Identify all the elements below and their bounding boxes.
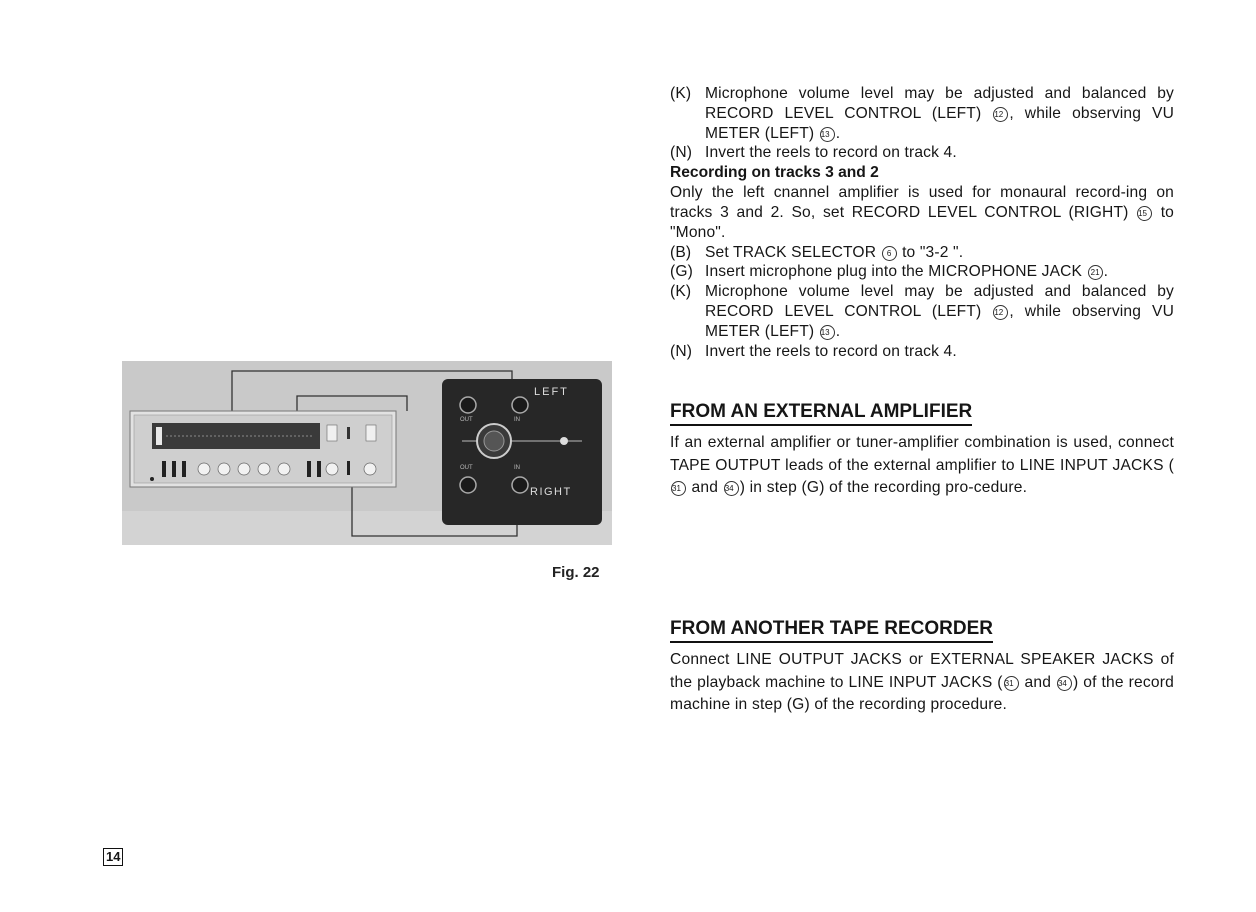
step-label: (N): [670, 144, 693, 162]
step-text: .: [835, 322, 841, 340]
panel-screw: [560, 437, 568, 445]
jack-left-out: [460, 397, 476, 413]
amplifier-unit: [130, 411, 396, 487]
ref-number: 34: [724, 481, 739, 496]
ref-number: 13: [820, 325, 835, 340]
step-k-2: [670, 282, 1174, 341]
ref-number: 31: [1004, 676, 1019, 691]
jack-right-in: [512, 477, 528, 493]
step-label: (K): [670, 283, 692, 301]
figure-22: [122, 361, 612, 545]
figure-caption: Fig. 22: [552, 564, 600, 581]
section-text: and: [1024, 673, 1052, 691]
step-label: (N): [670, 342, 693, 360]
step-text: to "3-2 ".: [902, 243, 964, 261]
step-text: Set TRACK SELECTOR: [705, 243, 877, 261]
ref-number: 13: [820, 127, 835, 142]
ref-number: 31: [671, 481, 686, 496]
panel-label-in-top: IN: [514, 417, 520, 423]
section-body: [670, 649, 1174, 717]
panel-label-out-bottom: OUT: [460, 465, 473, 471]
step-text: Microphone volume level may be adjusted and balanced by RECORD LEVEL CONTROL (LEFT): [705, 85, 1174, 122]
jack-right-out: [460, 477, 476, 493]
intro-text: to "Mono".: [670, 203, 1175, 241]
section-text: ) in step (G) of the recording pro-cedure.: [739, 479, 1028, 496]
step-text: Microphone volume level may be adjusted and balanced by RECORD LEVEL CONTROL (LEFT): [705, 283, 1174, 320]
ref-number: 6: [882, 246, 897, 261]
step-n-2: [670, 342, 1174, 362]
page-number: 14: [103, 848, 123, 866]
section-text: and: [691, 479, 719, 496]
intro-paragraph: [670, 183, 1174, 242]
ref-number: 21: [1088, 265, 1103, 280]
ref-number: 15: [1137, 206, 1152, 221]
panel-label-right: RIGHT: [530, 486, 572, 498]
ref-number: 12: [993, 107, 1008, 122]
step-text: Invert the reels to record on track 4.: [705, 342, 957, 360]
right-column: [670, 84, 1174, 361]
step-b: [670, 243, 1174, 263]
step-text: , while observing VU METER (LEFT): [705, 302, 1174, 340]
section-text: Connect LINE OUTPUT JACKS or EXTERNAL SPEAKER JACKS of the playback machine to LINE INPUT JACKS (: [670, 651, 1174, 691]
section-title: FROM AN EXTERNAL AMPLIFIER: [670, 401, 972, 426]
subheading: Recording on tracks 3 and 2: [670, 164, 879, 182]
panel-label-left: LEFT: [534, 386, 569, 398]
step-k-1: [670, 84, 1174, 143]
panel-label-in-bottom: IN: [514, 465, 520, 471]
section-text: ) of the record machine in step (G) of the recording procedure.: [670, 673, 1174, 713]
intro-text: Only the left cnannel amplifier is used for monaural record-ing on tracks 3 and 2. So, set RECORD LEVEL CONTROL (RIGHT): [670, 184, 1174, 221]
jack-left-in: [512, 397, 528, 413]
ref-number: 12: [993, 305, 1008, 320]
step-text: .: [1103, 263, 1109, 281]
step-label: (B): [670, 243, 692, 261]
amplifier-connection-photo: [122, 361, 612, 545]
ref-number: 34: [1057, 676, 1072, 691]
step-text: Insert microphone plug into the MICROPHONE JACK: [705, 263, 1083, 281]
another-recorder-section: [670, 618, 1174, 717]
step-g: [670, 262, 1174, 282]
section-text: If an external amplifier or tuner-amplifier combination is used, connect TAPE OUTPUT leads of the external amplifier to LINE INPUT JACKS (: [670, 434, 1174, 474]
panel-label-out-top: OUT: [460, 417, 473, 423]
step-text: .: [835, 124, 841, 142]
external-amplifier-section: [670, 401, 1174, 500]
step-n-1: [670, 143, 1174, 163]
section-body: [670, 432, 1174, 500]
step-label: (K): [670, 85, 692, 102]
section-title: FROM ANOTHER TAPE RECORDER: [670, 618, 993, 643]
step-label: (G): [670, 263, 693, 281]
step-text: , while observing VU METER (LEFT): [705, 104, 1174, 142]
step-text: Invert the reels to record on track 4.: [705, 144, 957, 162]
input-output-jack-panel: [442, 379, 602, 525]
